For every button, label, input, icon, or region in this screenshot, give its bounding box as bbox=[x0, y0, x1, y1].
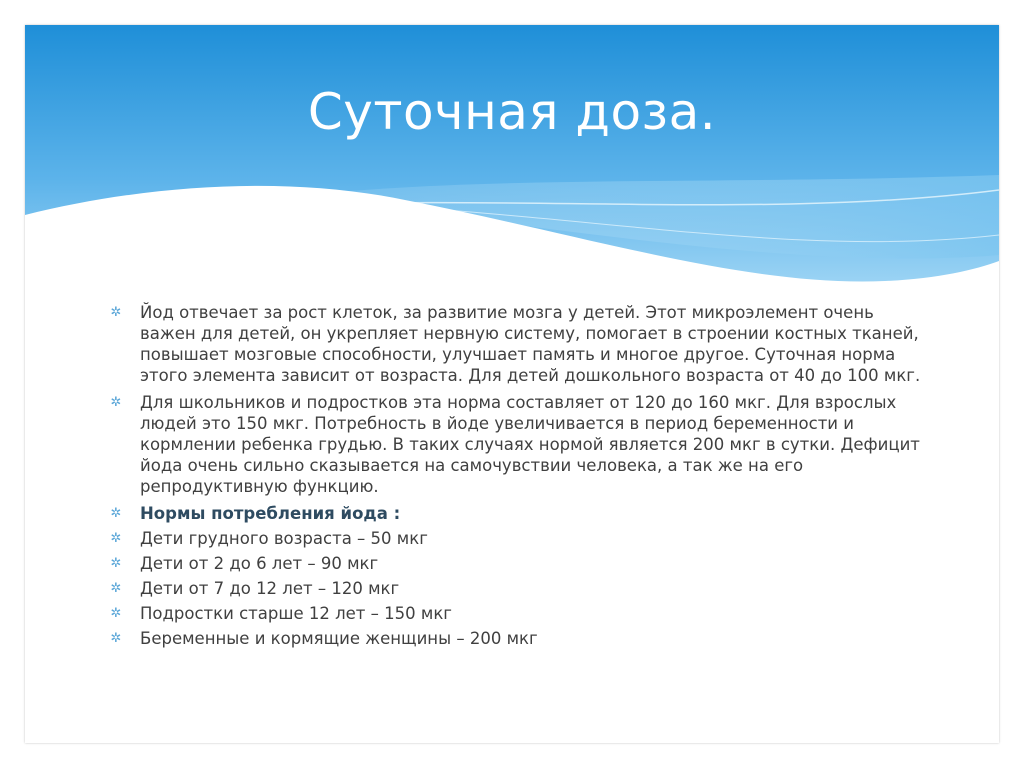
bullet-item-heading bbox=[108, 503, 928, 524]
bullet-star-icon: ✲ bbox=[110, 395, 122, 410]
bullet-text: Йод отвечает за рост клеток, за развитие мозга у детей. Этот микроэлемент очень важен для детей, он укрепляет нервную систему, помогает в строении костных тканей, повышает мозговые способности, улучшает память и многое другое. Суточная норма этого элемента зависит от возраста. Для детей дошкольного возраста от 40 до 100 мкг. bbox=[140, 303, 921, 385]
bullet-text: Для школьников и подростков эта норма составляет от 120 до 160 мкг. Для взрослых людей это 150 мкг. Потребность в йоде увеличивается в период беременности и кормлении ребенка грудью. В таких случаях нормой является 200 мкг в сутки. Дефицит йода очень сильно сказывается на самочувствии человека, а так же на его репродуктивную функцию. bbox=[140, 393, 920, 496]
bullet-star-icon: ✲ bbox=[110, 606, 122, 621]
slide-body bbox=[108, 302, 928, 653]
slide-header bbox=[25, 25, 999, 305]
slide bbox=[25, 25, 999, 743]
bullet-text: Беременные и кормящие женщины – 200 мкг bbox=[140, 629, 538, 648]
bullet-item bbox=[108, 528, 928, 549]
bullet-star-icon: ✲ bbox=[110, 631, 122, 646]
bullet-item bbox=[108, 392, 928, 497]
bullet-star-icon: ✲ bbox=[110, 305, 122, 320]
bullet-star-icon: ✲ bbox=[110, 556, 122, 571]
header-wave-graphic bbox=[25, 25, 999, 305]
bullet-item bbox=[108, 603, 928, 624]
slide-title: Суточная доза. bbox=[307, 83, 717, 141]
bullet-item bbox=[108, 302, 928, 386]
bullet-text: Дети грудного возраста – 50 мкг bbox=[140, 529, 428, 548]
bullet-text: Подростки старше 12 лет – 150 мкг bbox=[140, 604, 452, 623]
bullet-star-icon: ✲ bbox=[110, 531, 122, 546]
bullet-item bbox=[108, 578, 928, 599]
bullet-star-icon: ✲ bbox=[110, 581, 122, 596]
bullet-text: Дети от 7 до 12 лет – 120 мкг bbox=[140, 579, 400, 598]
bullet-text: Нормы потребления йода : bbox=[140, 504, 401, 523]
bullet-item bbox=[108, 553, 928, 574]
bullet-item bbox=[108, 628, 928, 649]
bullet-star-icon: ✲ bbox=[110, 506, 122, 521]
bullet-text: Дети от 2 до 6 лет – 90 мкг bbox=[140, 554, 379, 573]
